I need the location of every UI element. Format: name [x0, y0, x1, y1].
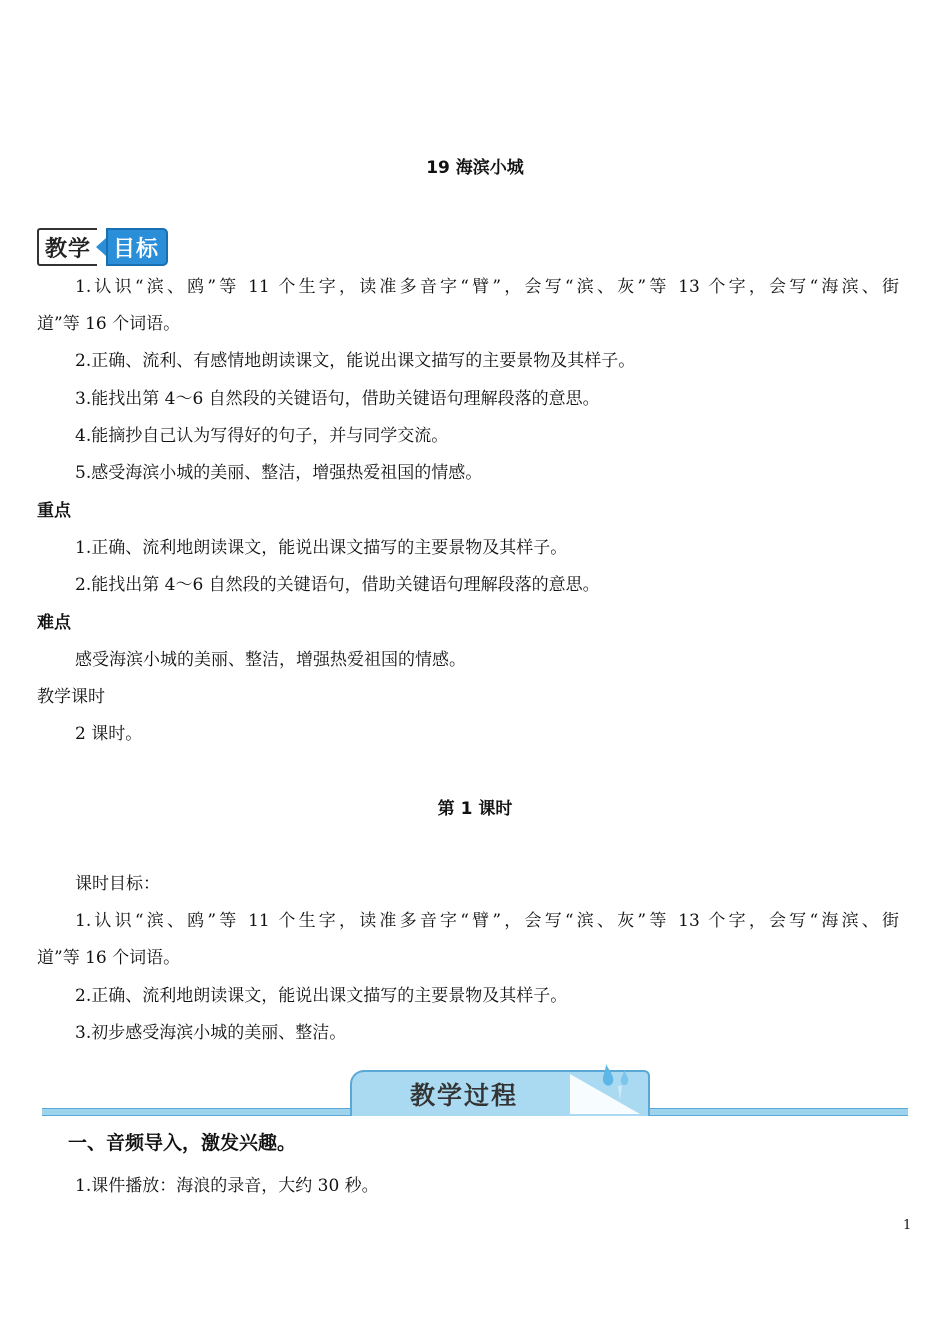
objective-line: 道”等 16 个词语。 [37, 314, 181, 334]
section1-item: 1.课件播放：海浪的录音，大约 30 秒。 [75, 1176, 379, 1196]
objective-line: 1.认识“滨、鸥”等 11 个生字，读准多音字“臂”，会写“滨、灰”等 13 个字，会写“海滨、街 [75, 277, 899, 297]
water-drops-icon [598, 1060, 648, 1100]
objective-line: 2.正确、流利、有感情地朗读课文，能说出课文描写的主要景物及其样子。 [75, 351, 636, 371]
page-title: 19 海滨小城 [426, 158, 524, 178]
badge-left-text: 教学 [37, 228, 97, 266]
lesson1-goal-line: 3.初步感受海滨小城的美丽、整洁。 [75, 1023, 347, 1043]
difficulty-heading: 难点 [37, 613, 71, 633]
lesson1-goal-label: 课时目标： [75, 874, 160, 894]
key-point-line: 2.能找出第 4～6 自然段的关键语句，借助关键语句理解段落的意思。 [75, 575, 600, 595]
badge-arrow-icon [96, 238, 106, 256]
difficulty-text: 感受海滨小城的美丽、整洁，增强热爱祖国的情感。 [75, 650, 466, 670]
teaching-objectives-badge [37, 229, 168, 265]
banner-title: 教学过程 [410, 1081, 519, 1110]
key-points-heading: 重点 [37, 501, 71, 521]
periods-text: 2 课时。 [75, 724, 143, 744]
objective-line: 5.感受海滨小城的美丽、整洁，增强热爱祖国的情感。 [75, 463, 483, 483]
section1-heading: 一、音频导入，激发兴趣。 [68, 1132, 297, 1154]
lesson1-goal-line: 道”等 16 个词语。 [37, 948, 181, 968]
periods-heading: 教学课时 [37, 687, 105, 707]
objective-line: 4.能摘抄自己认为写得好的句子，并与同学交流。 [75, 426, 449, 446]
lesson1-title: 第 1 课时 [437, 799, 513, 819]
key-point-line: 1.正确、流利地朗读课文，能说出课文描写的主要景物及其样子。 [75, 538, 568, 558]
page-number: 1 [903, 1218, 912, 1233]
lesson1-goal-line: 2.正确、流利地朗读课文，能说出课文描写的主要景物及其样子。 [75, 986, 568, 1006]
teaching-process-banner [42, 1060, 908, 1126]
objective-line: 3.能找出第 4～6 自然段的关键语句，借助关键语句理解段落的意思。 [75, 389, 600, 409]
lesson1-goal-line: 1.认识“滨、鸥”等 11 个生字，读准多音字“臂”，会写“滨、灰”等 13 个字，会写“海滨、街 [75, 911, 899, 931]
badge-right-text: 目标 [106, 228, 168, 266]
